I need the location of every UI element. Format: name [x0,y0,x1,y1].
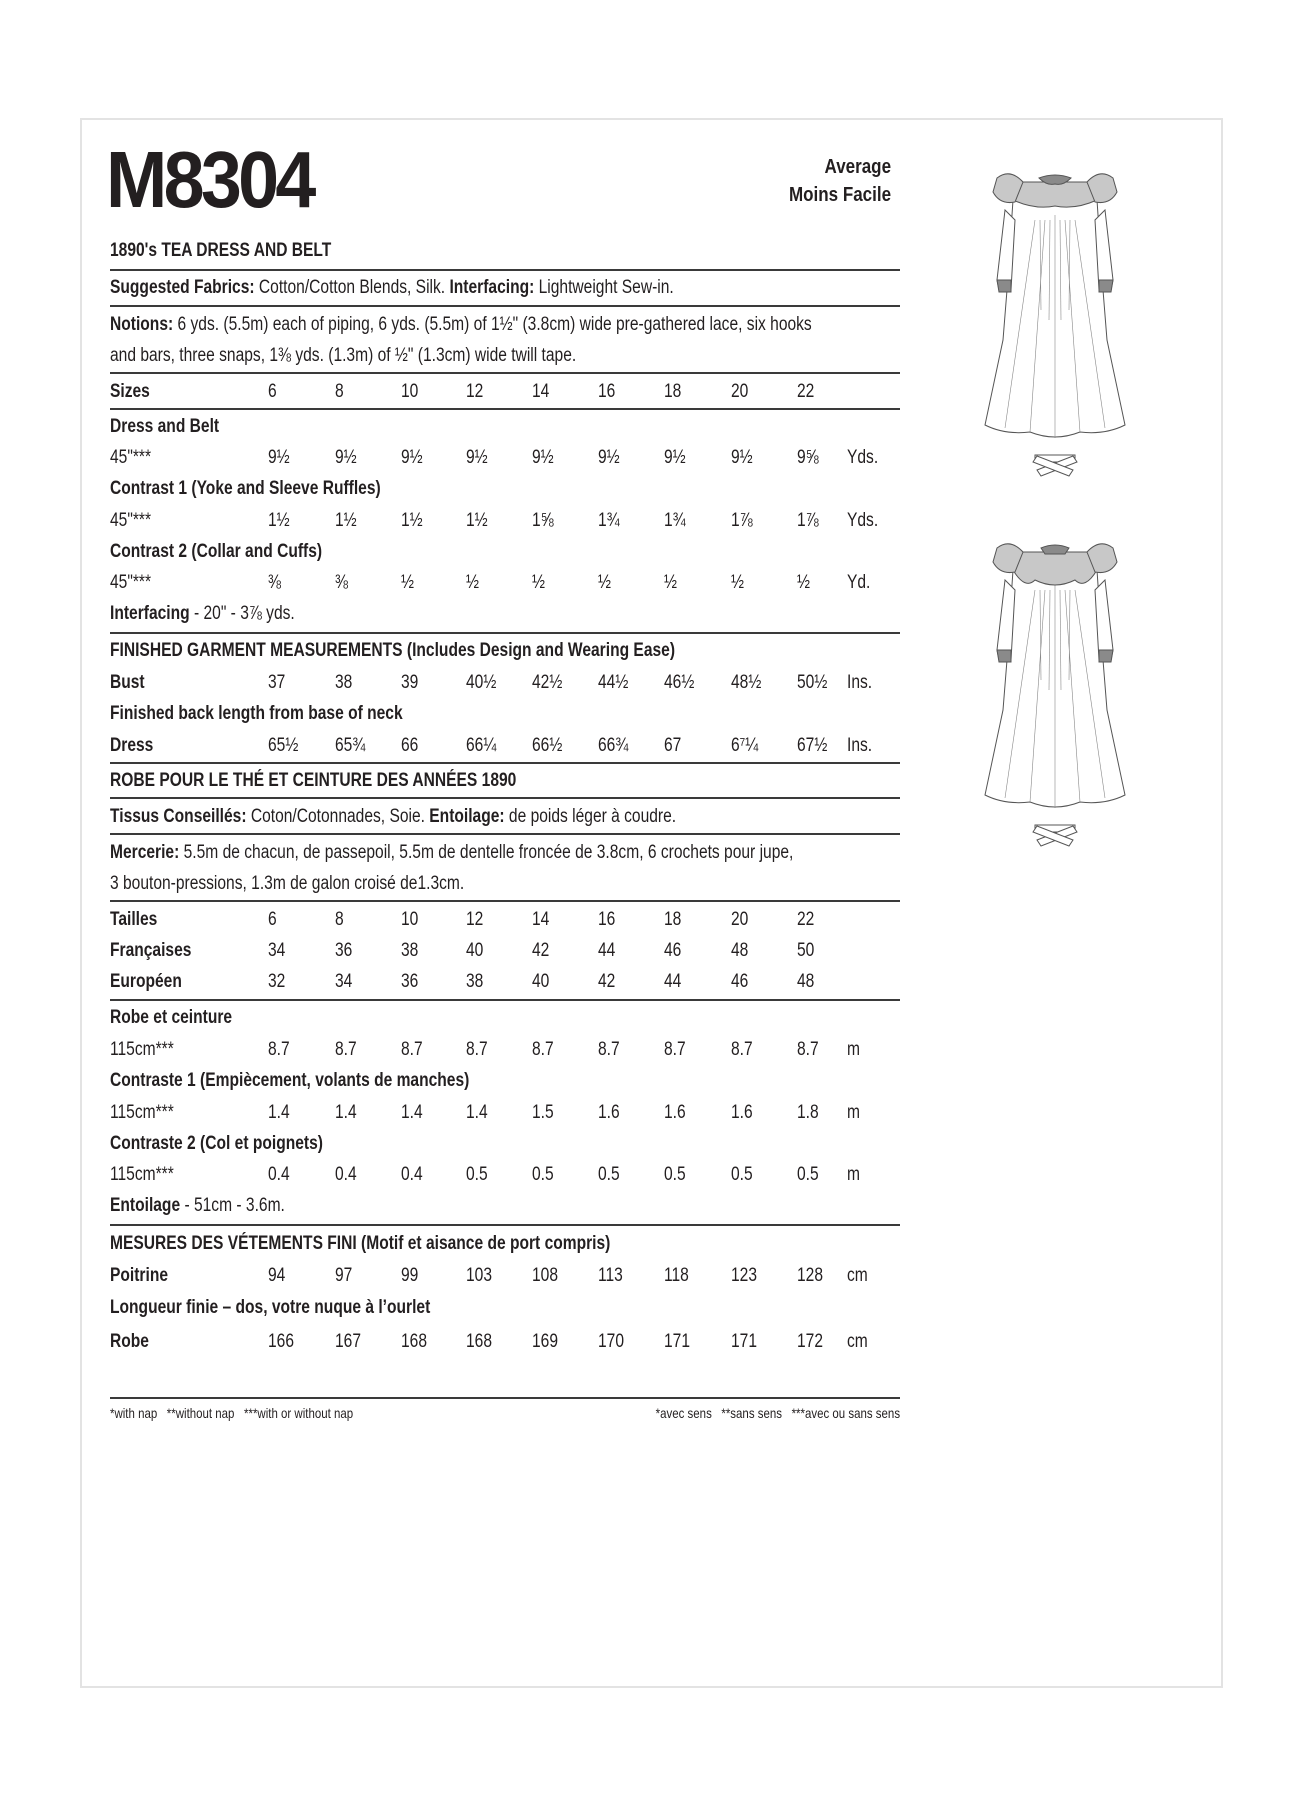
sizes-row [110,381,900,407]
row-label: Dress [110,735,154,756]
divider [110,408,900,410]
europeen-row [110,971,900,997]
value-cell: 172 [797,1331,823,1352]
value-cell: 0.5 [731,1164,753,1185]
value-cell: 123 [731,1265,757,1286]
value-cell: ⅜ [268,572,282,593]
value-cell: 1.6 [598,1102,620,1123]
value-cell: 6 [268,909,277,930]
unit-label: Ins. [847,735,873,756]
value-cell: 9⅝ [797,447,819,468]
value-cell: 113 [598,1265,623,1286]
value-cell: 65¾ [335,735,366,756]
value-cell: ½ [466,572,480,593]
value-cell: 8.7 [335,1039,357,1060]
value-cell: 9½ [335,447,357,468]
bust-row [110,672,900,698]
back-length-row: Finished back length from base of neck [110,703,403,724]
fabrics-row [110,277,900,299]
value-cell: 8 [335,909,344,930]
value-cell: 38 [401,940,419,961]
value-cell: 103 [466,1265,492,1286]
value-cell: 10 [401,381,419,402]
longueur-row: Longueur finie – dos, votre nuque à l’ourlet [110,1297,431,1318]
value-cell: 97 [335,1265,353,1286]
dress-back-illustration [975,540,1135,870]
value-cell: ½ [731,572,745,593]
divider [110,762,900,764]
footnote-divider [110,1397,900,1399]
divider [110,999,900,1001]
value-cell: 6 [268,381,277,402]
value-cell: 1¾ [664,510,686,531]
value-cell: ½ [797,572,811,593]
value-cell: 14 [532,909,550,930]
pattern-number: M8304 [106,135,313,224]
value-cell: 8.7 [268,1039,290,1060]
value-cell: 8.7 [598,1039,620,1060]
value-cell: 34 [335,971,353,992]
notions-row-2 [110,345,900,367]
mercerie-row: Mercerie: 5.5m de chacun, de passepoil, 5.5m de dentelle froncée de 3.8cm, 6 crochets pour jupe, [110,842,794,863]
row-label: 115cm*** [110,1039,174,1060]
value-cell: 65½ [268,735,299,756]
row-label: Sizes [110,381,150,402]
fabrics-label: Suggested Fabrics: [110,277,255,298]
value-cell: 22 [797,381,815,402]
row-label: Robe [110,1331,149,1352]
value-cell: 44 [598,940,616,961]
divider [110,372,900,374]
value-cell: 8.7 [401,1039,423,1060]
dress-front-illustration [975,170,1135,500]
value-cell: 1¾ [598,510,620,531]
value-cell: 8.7 [532,1039,554,1060]
value-cell: 1½ [401,510,423,531]
robe-length-row [110,1331,900,1357]
value-cell: 1.4 [335,1102,357,1123]
value-cell: 108 [532,1265,558,1286]
difficulty-rating [789,153,891,209]
value-cell: 0.5 [466,1164,488,1185]
row-label: Françaises [110,940,192,961]
unit-label: m [847,1164,860,1185]
english-title-row [110,240,900,262]
difficulty-en: Average [824,156,891,178]
yardage-heading: Contraste 1 (Empiècement, volants de manches) [110,1070,470,1091]
notions-label: Notions: [110,314,174,335]
unit-label: cm [847,1265,868,1286]
value-cell: 8.7 [731,1039,753,1060]
value-cell: 12 [466,381,484,402]
value-cell: 0.5 [797,1164,819,1185]
value-cell: 1⅝ [532,510,554,531]
row-label: 115cm*** [110,1164,174,1185]
value-cell: 42 [598,971,616,992]
value-cell: 38 [335,672,353,693]
value-cell: 0.4 [268,1164,290,1185]
mesures-title-row: MESURES DES VÉTEMENTS FINI (Motif et aisance de port compris) [110,1233,611,1254]
value-cell: 6⁷¼ [731,735,759,756]
value-cell: 38 [466,971,484,992]
yardage-heading: Robe et ceinture [110,1007,233,1028]
value-cell: 9½ [268,447,290,468]
divider [110,833,900,835]
value-cell: 50½ [797,672,828,693]
value-cell: 42 [532,940,550,961]
row-label: Tailles [110,909,158,930]
value-cell: 22 [797,909,815,930]
value-cell: ½ [401,572,415,593]
dress-length-row [110,735,900,761]
yardage-row [110,1039,900,1065]
value-cell: 48 [797,971,815,992]
value-cell: 67 [664,735,682,756]
value-cell: 37 [268,672,286,693]
footnote-fr: *avec sens **sans sens ***avec ou sans sens [655,1405,900,1421]
value-cell: 0.5 [532,1164,554,1185]
value-cell: 12 [466,909,484,930]
french-title-row [110,770,900,792]
value-cell: 8.7 [466,1039,488,1060]
row-label: Poitrine [110,1265,169,1286]
footnote-en: *with nap **without nap ***with or without nap [110,1405,354,1421]
value-cell: 166 [268,1331,294,1352]
value-cell: 171 [664,1331,690,1352]
value-cell: 46½ [664,672,695,693]
value-cell: 1⅞ [731,510,753,531]
value-cell: 18 [664,381,682,402]
value-cell: 42½ [532,672,563,693]
value-cell: 66½ [532,735,563,756]
value-cell: 32 [268,971,286,992]
value-cell: 1.5 [532,1102,554,1123]
notions-line2: and bars, three snaps, 1⅜ yds. (1.3m) of ½" (1.3cm) wide twill tape. [110,345,577,366]
value-cell: 66¼ [466,735,497,756]
value-cell: 39 [401,672,419,693]
poitrine-row [110,1265,900,1291]
value-cell: 0.4 [335,1164,357,1185]
value-cell: 168 [466,1331,492,1352]
unit-label: Ins. [847,672,873,693]
value-cell: 1.6 [664,1102,686,1123]
value-cell: 66¾ [598,735,629,756]
yardage-heading: Dress and Belt [110,416,220,437]
value-cell: 1.4 [466,1102,488,1123]
row-label: Européen [110,971,182,992]
value-cell: 16 [598,381,616,402]
value-cell: 1.4 [268,1102,290,1123]
value-cell: 48 [731,940,749,961]
value-cell: 8.7 [664,1039,686,1060]
divider [110,900,900,902]
divider [110,1224,900,1226]
value-cell: 36 [335,940,353,961]
value-cell: 94 [268,1265,286,1286]
value-cell: 169 [532,1331,558,1352]
value-cell: 167 [335,1331,361,1352]
value-cell: ½ [598,572,612,593]
value-cell: 1½ [466,510,488,531]
interfacing-text: Lightweight Sew-in. [538,277,674,298]
divider [110,632,900,634]
mercerie-row-2: 3 bouton-pressions, 1.3m de galon croisé de1.3cm. [110,873,465,894]
yardage-row [110,1164,900,1190]
value-cell: 20 [731,381,749,402]
yardage-row [110,1102,900,1128]
unit-label: cm [847,1331,868,1352]
value-cell: 9½ [401,447,423,468]
unit-label: m [847,1102,860,1123]
measurements-title-row: FINISHED GARMENT MEASUREMENTS (Includes Design and Wearing Ease) [110,640,676,661]
value-cell: 20 [731,909,749,930]
value-cell: 8.7 [797,1039,819,1060]
yardage-heading: Contraste 2 (Col et poignets) [110,1133,323,1154]
entoilage-row: Entoilage - 51cm - 3.6m. [110,1195,285,1216]
yardage-heading: Contrast 2 (Collar and Cuffs) [110,541,323,562]
value-cell: ½ [532,572,546,593]
value-cell: 168 [401,1331,427,1352]
divider [110,797,900,799]
value-cell: 1½ [268,510,290,531]
tailles-row [110,909,900,935]
yardage-row [110,447,900,473]
value-cell: 46 [664,940,682,961]
value-cell: 16 [598,909,616,930]
french-title: ROBE POUR LE THÉ ET CEINTURE DES ANNÉES 1890 [110,770,517,791]
value-cell: 34 [268,940,286,961]
value-cell: 50 [797,940,815,961]
value-cell: 36 [401,971,419,992]
value-cell: 40 [532,971,550,992]
english-title: 1890's TEA DRESS AND BELT [110,240,332,261]
difficulty-fr: Moins Facile [788,184,891,206]
value-cell: 40 [466,940,484,961]
unit-label: Yd. [847,572,871,593]
value-cell: 1⅞ [797,510,819,531]
value-cell: ½ [664,572,678,593]
interfacing-yardage-row: Interfacing - 20" - 3⅞ yds. [110,603,295,624]
unit-label: m [847,1039,860,1060]
value-cell: 170 [598,1331,624,1352]
notions-row [110,314,900,336]
notions-line1: 6 yds. (5.5m) each of piping, 6 yds. (5.5m) of 1½" (3.8cm) wide pre-gathered lace, six hooks [177,314,812,335]
value-cell: 0.5 [664,1164,686,1185]
unit-label: Yds. [847,447,879,468]
row-label: 45"*** [110,447,152,468]
value-cell: 18 [664,909,682,930]
row-label: Bust [110,672,145,693]
value-cell: 9½ [466,447,488,468]
divider [110,305,900,307]
value-cell: ⅜ [335,572,349,593]
yardage-heading: Contrast 1 (Yoke and Sleeve Ruffles) [110,478,381,499]
value-cell: 14 [532,381,550,402]
value-cell: 10 [401,909,419,930]
fabrics-text: Cotton/Cotton Blends, Silk. [258,277,446,298]
row-label: 45"*** [110,572,152,593]
value-cell: 0.4 [401,1164,423,1185]
value-cell: 1.4 [401,1102,423,1123]
yardage-row [110,572,900,598]
value-cell: 9½ [731,447,753,468]
value-cell: 8 [335,381,344,402]
value-cell: 40½ [466,672,497,693]
divider [110,269,900,271]
value-cell: 1.6 [731,1102,753,1123]
yardage-row [110,510,900,536]
row-label: 115cm*** [110,1102,174,1123]
interfacing-label: Interfacing: [449,277,535,298]
unit-label: Yds. [847,510,879,531]
value-cell: 44 [664,971,682,992]
value-cell: 1½ [335,510,357,531]
value-cell: 9½ [664,447,686,468]
value-cell: 9½ [532,447,554,468]
value-cell: 44½ [598,672,629,693]
francaises-row [110,940,900,966]
value-cell: 67½ [797,735,828,756]
value-cell: 46 [731,971,749,992]
value-cell: 0.5 [598,1164,620,1185]
row-label: 45"*** [110,510,152,531]
value-cell: 1.8 [797,1102,819,1123]
value-cell: 171 [731,1331,757,1352]
value-cell: 48½ [731,672,762,693]
tissus-row: Tissus Conseillés: Coton/Cotonnades, Soie. Entoilage: de poids léger à coudre. [110,806,677,827]
value-cell: 118 [664,1265,689,1286]
value-cell: 9½ [598,447,620,468]
value-cell: 99 [401,1265,419,1286]
value-cell: 128 [797,1265,823,1286]
value-cell: 66 [401,735,419,756]
